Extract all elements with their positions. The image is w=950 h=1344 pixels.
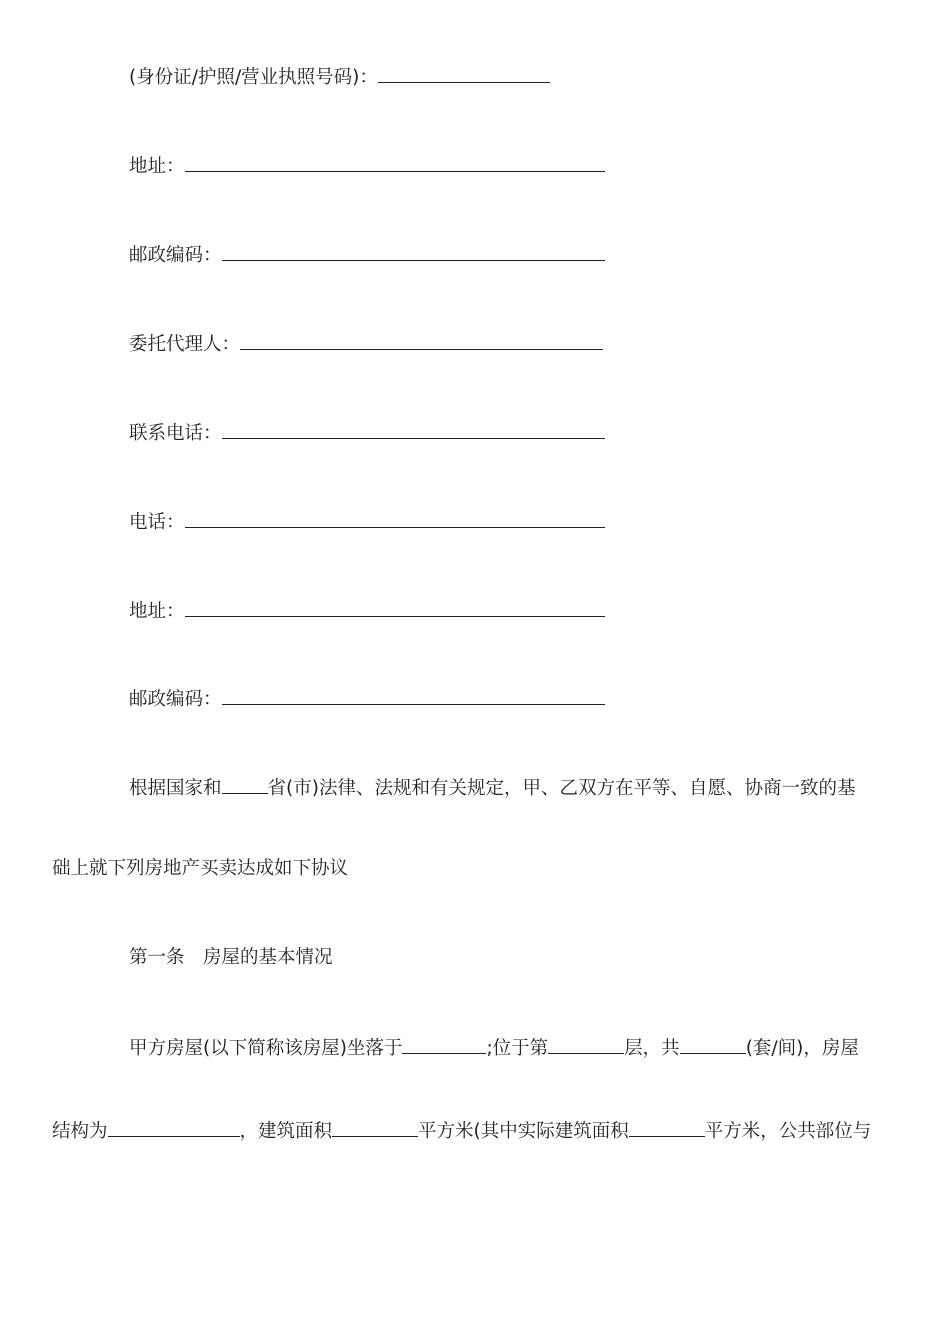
agent-blank[interactable] <box>240 331 603 350</box>
article-1-line-1 <box>129 1035 859 1059</box>
article-1-text-b: ;位于第 <box>486 1038 549 1059</box>
actual-area-blank[interactable] <box>629 1118 705 1137</box>
article-1-text-e: 结构为 <box>52 1121 108 1142</box>
article-1-text-c: 层，共 <box>624 1038 680 1059</box>
article-1-text-a: 甲方房屋(以下简称该房屋)坐落于 <box>129 1038 403 1059</box>
postal-code-label: 邮政编码： <box>129 245 222 266</box>
preamble-text-3: 础上就下列房地产买卖达成如下协议 <box>52 858 349 879</box>
article-1-heading-text: 第一条 房屋的基本情况 <box>129 947 333 968</box>
article-1-line-2 <box>52 1118 871 1142</box>
address-field-2 <box>129 598 605 622</box>
postal-code-field <box>129 242 605 266</box>
id-number-blank[interactable] <box>378 64 550 83</box>
postal-code-label-2: 邮政编码： <box>129 689 222 710</box>
agent-field <box>129 331 603 355</box>
article-1-text-g: 平方米(其中实际建筑面积 <box>418 1121 629 1142</box>
postal-code-blank-2[interactable] <box>222 686 605 705</box>
postal-code-field-2 <box>129 686 605 710</box>
agent-label: 委托代理人： <box>129 334 241 355</box>
id-number-field <box>129 64 550 88</box>
floor-blank[interactable] <box>548 1035 624 1054</box>
address-label-2: 地址： <box>129 601 185 622</box>
address-field <box>129 153 605 177</box>
contact-phone-label: 联系电话： <box>129 423 222 444</box>
id-number-label: (身份证/护照/营业执照号码)： <box>129 67 378 88</box>
preamble-text-2: 省(市)法律、法规和有关规定，甲、乙双方在平等、自愿、协商一致的基 <box>267 778 856 799</box>
address-blank[interactable] <box>185 153 605 172</box>
province-blank[interactable] <box>222 775 268 794</box>
location-blank[interactable] <box>402 1035 486 1054</box>
contact-phone-blank[interactable] <box>222 420 605 439</box>
article-1-text-d: (套/间)，房屋 <box>745 1038 859 1059</box>
building-area-blank[interactable] <box>332 1118 418 1137</box>
preamble-line-2 <box>52 857 348 881</box>
structure-blank[interactable] <box>108 1118 240 1137</box>
address-blank-2[interactable] <box>185 598 605 617</box>
article-1-text-h: 平方米，公共部位与 <box>704 1121 872 1142</box>
article-1-heading <box>129 946 333 970</box>
preamble-text-1: 根据国家和 <box>129 778 222 799</box>
phone-blank[interactable] <box>185 509 605 528</box>
address-label: 地址： <box>129 156 185 177</box>
postal-code-blank[interactable] <box>222 242 605 261</box>
units-blank[interactable] <box>680 1035 746 1054</box>
preamble-line-1 <box>129 775 855 799</box>
phone-field <box>129 509 605 533</box>
phone-label: 电话： <box>129 512 185 533</box>
article-1-text-f: ，建筑面积 <box>239 1121 333 1142</box>
contact-phone-field <box>129 420 605 444</box>
